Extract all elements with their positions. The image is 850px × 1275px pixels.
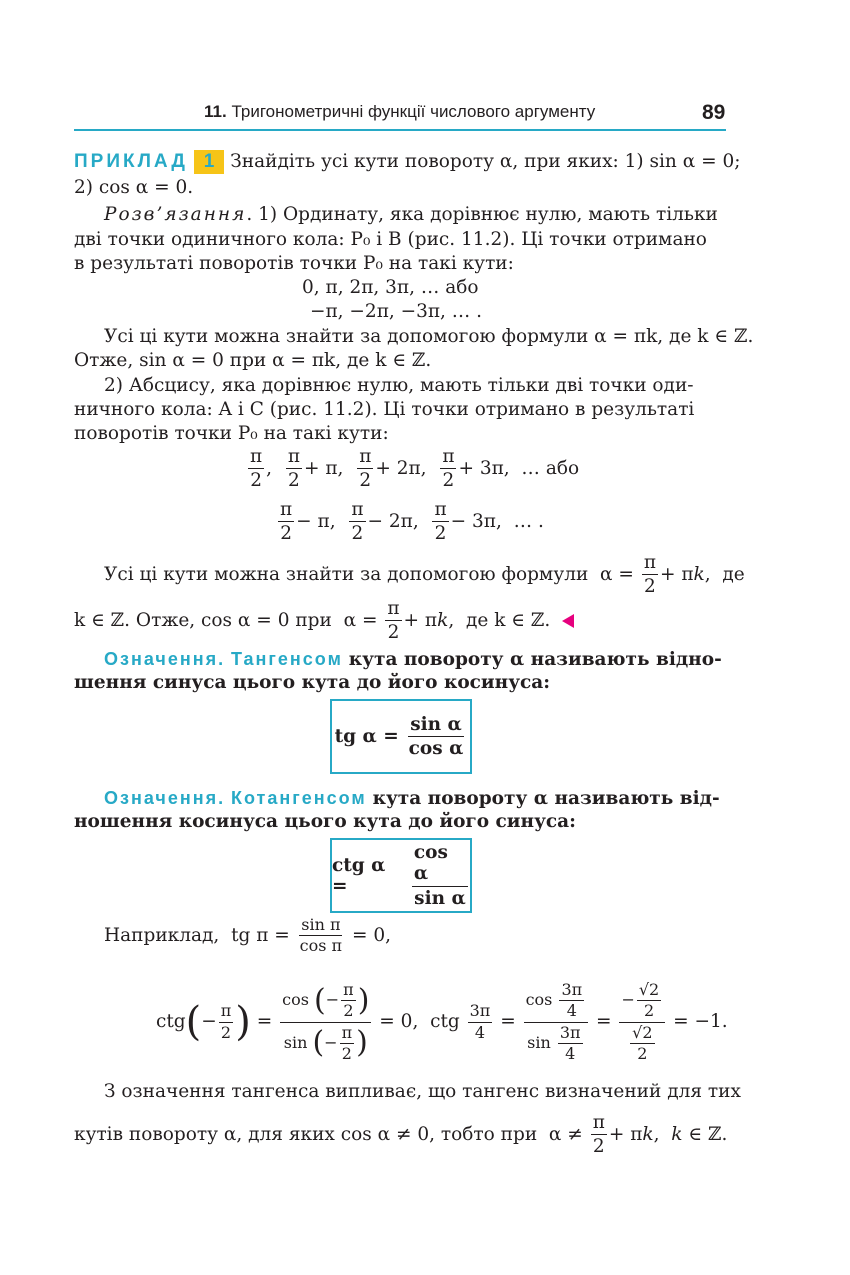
- formula-paragraph-l1: Усі ці кути можна знайти за допомогою формули α = πk, де k ∈ ℤ.: [104, 326, 754, 347]
- chapter-title: Тригонометричні функції числового аргументу: [231, 102, 596, 121]
- def1-term: Тангенсом: [230, 649, 343, 669]
- angles-list-2: −π, −2π, −3π, … .: [310, 301, 483, 322]
- running-header: [204, 102, 595, 122]
- part2-line3: поворотів точки P₀ на такі кути:: [74, 423, 389, 444]
- example-task: Знайдіть усі кути повороту α, при яких: 1) sin α = 0;: [230, 151, 741, 172]
- example-heading: [74, 150, 740, 174]
- half-pi-angles-2: $\frac{\pi}{2}$ − π, $\frac{\pi}{2}$ − 2π, $\frac{\pi}{2}$ − 3π, … .: [280, 499, 544, 545]
- conclusion-line1: З означення тангенса випливає, що тангенс визначений для тих: [104, 1081, 741, 1102]
- end-of-solution-icon: [562, 614, 574, 628]
- example-number-badge: 1: [194, 150, 225, 174]
- formula-paragraph2-l1: Усі ці кути можна знайти за допомогою формули α = $\frac{\pi}{2}$ + πk, де: [104, 552, 745, 598]
- def1-line1: Означення. Тангенсом кута повороту α називають відно-: [104, 649, 722, 670]
- def2-term: Котангенсом: [230, 788, 367, 808]
- chapter-number: 11.: [204, 102, 227, 121]
- formula-paragraph2-l2: k ∈ ℤ. Отже, cos α = 0 при α = $\frac{\pi}{2}$ + πk, де k ∈ ℤ.: [74, 598, 574, 644]
- part2-line1: 2) Абсцису, яка дорівнює нулю, мають тільки дві точки оди-: [104, 375, 694, 396]
- conclusion-line2: кутів повороту α, для яких cos α ≠ 0, тобто при α ≠ $\frac{\pi}{2}$ + πk, k ∈ ℤ.: [74, 1112, 728, 1158]
- example-label: ПРИКЛАД: [74, 151, 188, 172]
- def2-line2: ношення косинуса цього кута до його синуса:: [74, 811, 576, 832]
- half-pi-angles-1: $\frac{\pi}{2}$ , $\frac{\pi}{2}$ + π, $\frac{\pi}{2}$ + 2π, $\frac{\pi}{2}$ + 3π, … або: [250, 446, 580, 492]
- header-rule: [74, 129, 726, 131]
- def2-line1: Означення. Котангенсом кута повороту α називають від-: [104, 788, 720, 809]
- angles-list-1: 0, π, 2π, 3π, … або: [302, 277, 479, 298]
- solution-label: Розв’язання: [104, 204, 247, 225]
- cotangent-formula-box: ctg α = $\frac{\text{cos α}}{\text{sin α}}$: [330, 838, 472, 913]
- formula-paragraph-l2: Отже, sin α = 0 при α = πk, де k ∈ ℤ.: [74, 350, 432, 371]
- solution-line1: Розв’язання. 1) Ординату, яка дорівнює нулю, мають тільки: [104, 204, 718, 225]
- part2-line2: ничного кола: A і C (рис. 11.2). Ці точки отримано в результаті: [74, 399, 695, 420]
- def1-line2: шення синуса цього кута до його косинуса:: [74, 672, 551, 693]
- example-ctg: ctg ( − $\frac{\pi}{2}$ ) = cos ( − $\frac{\pi}{2}$ ) sin ( − $\frac{\pi}{2}$ ) = 0, ctg $\frac{3\pi}{4}$ = cos $\frac{3\pi}{4}$ sin $\frac{3\pi}{4}$ = − $\frac{√2}{2}$ $\frac{√2}{2}$ = −1.: [156, 979, 728, 1063]
- solution-line3: в результаті поворотів точки P₀ на такі кути:: [74, 253, 514, 274]
- page-number: 89: [702, 101, 726, 124]
- solution-line2: дві точки одиничного кола: P₀ і B (рис. 11.2). Ці точки отримано: [74, 229, 707, 250]
- tangent-formula-box: tg α = $\frac{\text{sin α}}{\text{cos α}}$: [330, 699, 472, 774]
- example-task-line2: 2) cos α = 0.: [74, 177, 194, 198]
- example-tg-pi: Наприклад, tg π = $\frac{\text{sin π}}{\text{cos π}}$ = 0,: [104, 915, 391, 956]
